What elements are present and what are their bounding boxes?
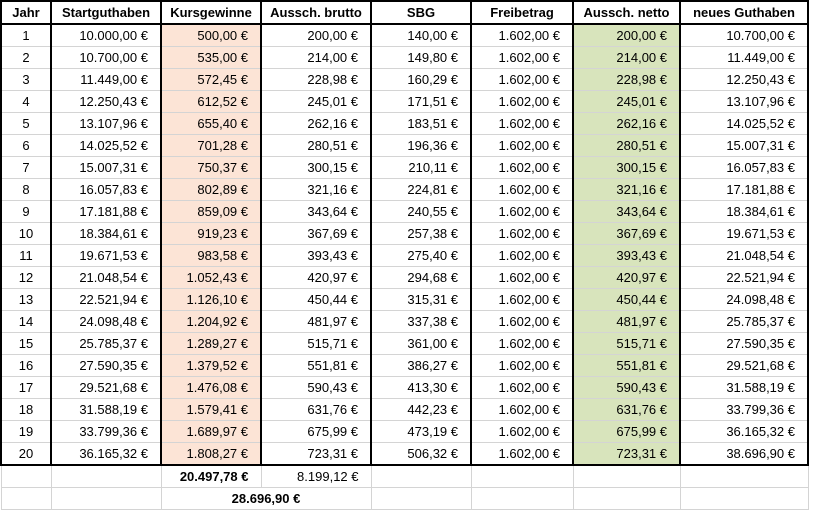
cell-aussch-brutto[interactable]: 300,15 € [261,157,371,179]
cell-startguthaben[interactable]: 11.449,00 € [51,69,161,91]
cell-startguthaben[interactable]: 10.700,00 € [51,47,161,69]
cell-sbg[interactable]: 506,32 € [371,443,471,466]
cell-aussch-brutto[interactable]: 551,81 € [261,355,371,377]
cell-startguthaben[interactable]: 33.799,36 € [51,421,161,443]
cell-jahr[interactable]: 17 [1,377,51,399]
cell-neues-guthaben[interactable]: 13.107,96 € [680,91,808,113]
cell-sbg[interactable]: 224,81 € [371,179,471,201]
cell-startguthaben[interactable]: 29.521,68 € [51,377,161,399]
cell-neues-guthaben[interactable]: 18.384,61 € [680,201,808,223]
cell-sbg[interactable]: 275,40 € [371,245,471,267]
table-row [1,91,808,113]
cell-kursgewinne[interactable]: 919,23 € [161,223,261,245]
cell-kursgewinne[interactable]: 500,00 € [161,24,261,47]
cell-kursgewinne[interactable]: 859,09 € [161,201,261,223]
cell-kursgewinne[interactable]: 1.579,41 € [161,399,261,421]
cell-aussch-netto[interactable]: 245,01 € [573,91,680,113]
cell-neues-guthaben[interactable]: 15.007,31 € [680,135,808,157]
table-row [1,179,808,201]
cell-jahr[interactable]: 2 [1,47,51,69]
cell-aussch-netto[interactable]: 515,71 € [573,333,680,355]
table-row [1,267,808,289]
cell-jahr[interactable]: 20 [1,443,51,466]
cell-sbg[interactable]: 210,11 € [371,157,471,179]
table-row [1,289,808,311]
cell-kursgewinne[interactable]: 612,52 € [161,91,261,113]
table-row [1,355,808,377]
cell-freibetrag[interactable]: 1.602,00 € [471,223,573,245]
cell-jahr[interactable]: 13 [1,289,51,311]
cell-aussch-brutto[interactable]: 228,98 € [261,69,371,91]
empty-cell[interactable] [471,488,573,510]
cell-freibetrag[interactable]: 1.602,00 € [471,47,573,69]
cell-aussch-brutto[interactable]: 450,44 € [261,289,371,311]
table-row [1,399,808,421]
empty-cell[interactable] [680,488,808,510]
cell-aussch-brutto[interactable]: 214,00 € [261,47,371,69]
cell-sbg[interactable]: 473,19 € [371,421,471,443]
cell-startguthaben[interactable]: 12.250,43 € [51,91,161,113]
cell-sbg[interactable]: 149,80 € [371,47,471,69]
cell-aussch-brutto[interactable]: 515,71 € [261,333,371,355]
cell-startguthaben[interactable]: 19.671,53 € [51,245,161,267]
header-row [1,1,808,24]
cell-kursgewinne[interactable]: 1.204,92 € [161,311,261,333]
cell-jahr[interactable]: 11 [1,245,51,267]
cell-aussch-netto[interactable]: 262,16 € [573,113,680,135]
cell-aussch-brutto[interactable]: 675,99 € [261,421,371,443]
table-row [1,47,808,69]
cell-jahr[interactable]: 3 [1,69,51,91]
cell-aussch-brutto[interactable]: 321,16 € [261,179,371,201]
cell-freibetrag[interactable]: 1.602,00 € [471,267,573,289]
cell-jahr[interactable]: 4 [1,91,51,113]
cell-kursgewinne[interactable]: 750,37 € [161,157,261,179]
cell-kursgewinne[interactable]: 1.379,52 € [161,355,261,377]
col-header-jahr[interactable]: Jahr [1,1,51,24]
empty-cell[interactable] [573,488,680,510]
cell-aussch-netto[interactable]: 450,44 € [573,289,680,311]
cell-kursgewinne[interactable]: 1.689,97 € [161,421,261,443]
empty-cell[interactable] [1,465,51,488]
cell-neues-guthaben[interactable]: 21.048,54 € [680,245,808,267]
cell-kursgewinne[interactable]: 802,89 € [161,179,261,201]
table-row [1,24,808,47]
cell-neues-guthaben[interactable]: 17.181,88 € [680,179,808,201]
cell-aussch-netto[interactable]: 300,15 € [573,157,680,179]
cell-aussch-netto[interactable]: 393,43 € [573,245,680,267]
cell-aussch-netto[interactable]: 420,97 € [573,267,680,289]
table-row [1,201,808,223]
cell-startguthaben[interactable]: 21.048,54 € [51,267,161,289]
cell-aussch-brutto[interactable]: 200,00 € [261,24,371,47]
cell-startguthaben[interactable]: 36.165,32 € [51,443,161,466]
cell-freibetrag[interactable]: 1.602,00 € [471,201,573,223]
cell-startguthaben[interactable]: 24.098,48 € [51,311,161,333]
cell-sbg[interactable]: 294,68 € [371,267,471,289]
cell-freibetrag[interactable]: 1.602,00 € [471,421,573,443]
cell-jahr[interactable]: 14 [1,311,51,333]
empty-cell[interactable] [51,488,161,510]
cell-freibetrag[interactable]: 1.602,00 € [471,399,573,421]
cell-aussch-netto[interactable]: 280,51 € [573,135,680,157]
cell-aussch-brutto[interactable]: 262,16 € [261,113,371,135]
cell-neues-guthaben[interactable]: 25.785,37 € [680,311,808,333]
cell-aussch-brutto[interactable]: 590,43 € [261,377,371,399]
cell-jahr[interactable]: 7 [1,157,51,179]
totals-row [1,465,808,488]
col-header-freibetrag[interactable]: Freibetrag [471,1,573,24]
cell-freibetrag[interactable]: 1.602,00 € [471,333,573,355]
table-row [1,377,808,399]
col-header-kursgewinne[interactable]: Kursgewinne [161,1,261,24]
cell-aussch-netto[interactable]: 551,81 € [573,355,680,377]
cell-neues-guthaben[interactable]: 19.671,53 € [680,223,808,245]
cell-sbg[interactable]: 160,29 € [371,69,471,91]
cell-startguthaben[interactable]: 18.384,61 € [51,223,161,245]
cell-neues-guthaben[interactable]: 33.799,36 € [680,399,808,421]
table-row [1,69,808,91]
cell-kursgewinne[interactable]: 572,45 € [161,69,261,91]
brutto-sum[interactable]: 8.199,12 € [261,465,371,488]
table-row [1,245,808,267]
col-header-startguthaben[interactable]: Startguthaben [51,1,161,24]
empty-cell[interactable] [51,465,161,488]
empty-cell[interactable] [471,465,573,488]
cell-aussch-netto[interactable]: 723,31 € [573,443,680,466]
cell-aussch-netto[interactable]: 675,99 € [573,421,680,443]
cell-aussch-brutto[interactable]: 420,97 € [261,267,371,289]
cell-neues-guthaben[interactable]: 16.057,83 € [680,157,808,179]
cell-startguthaben[interactable]: 16.057,83 € [51,179,161,201]
cell-freibetrag[interactable]: 1.602,00 € [471,24,573,47]
grand-total-row [1,488,808,510]
cell-jahr[interactable]: 15 [1,333,51,355]
cell-neues-guthaben[interactable]: 38.696,90 € [680,443,808,466]
empty-cell[interactable] [573,465,680,488]
cell-startguthaben[interactable]: 14.025,52 € [51,135,161,157]
cell-neues-guthaben[interactable]: 31.588,19 € [680,377,808,399]
cell-sbg[interactable]: 413,30 € [371,377,471,399]
cell-kursgewinne[interactable]: 1.808,27 € [161,443,261,466]
kursgewinne-sum[interactable]: 20.497,78 € [161,465,261,488]
cell-aussch-netto[interactable]: 228,98 € [573,69,680,91]
cell-kursgewinne[interactable]: 1.289,27 € [161,333,261,355]
cell-startguthaben[interactable]: 22.521,94 € [51,289,161,311]
cell-sbg[interactable]: 361,00 € [371,333,471,355]
empty-cell[interactable] [371,488,471,510]
cell-kursgewinne[interactable]: 655,40 € [161,113,261,135]
cell-sbg[interactable]: 386,27 € [371,355,471,377]
cell-aussch-brutto[interactable]: 343,64 € [261,201,371,223]
cell-neues-guthaben[interactable]: 27.590,35 € [680,333,808,355]
cell-freibetrag[interactable]: 1.602,00 € [471,135,573,157]
cell-aussch-netto[interactable]: 200,00 € [573,24,680,47]
cell-kursgewinne[interactable]: 701,28 € [161,135,261,157]
cell-neues-guthaben[interactable]: 22.521,94 € [680,267,808,289]
cell-freibetrag[interactable]: 1.602,00 € [471,179,573,201]
table-row [1,223,808,245]
cell-aussch-netto[interactable]: 631,76 € [573,399,680,421]
cell-freibetrag[interactable]: 1.602,00 € [471,113,573,135]
col-header-aussch-netto[interactable]: Aussch. netto [573,1,680,24]
cell-jahr[interactable]: 16 [1,355,51,377]
cell-neues-guthaben[interactable]: 10.700,00 € [680,24,808,47]
cell-sbg[interactable]: 315,31 € [371,289,471,311]
table-row [1,333,808,355]
table-row [1,135,808,157]
cell-kursgewinne[interactable]: 1.476,08 € [161,377,261,399]
cell-aussch-netto[interactable]: 214,00 € [573,47,680,69]
cell-jahr[interactable]: 1 [1,24,51,47]
cell-jahr[interactable]: 9 [1,201,51,223]
cell-aussch-brutto[interactable]: 367,69 € [261,223,371,245]
empty-cell[interactable] [680,465,808,488]
cell-aussch-netto[interactable]: 590,43 € [573,377,680,399]
cell-startguthaben[interactable]: 17.181,88 € [51,201,161,223]
cell-jahr[interactable]: 18 [1,399,51,421]
cell-freibetrag[interactable]: 1.602,00 € [471,289,573,311]
cell-neues-guthaben[interactable]: 24.098,48 € [680,289,808,311]
cell-freibetrag[interactable]: 1.602,00 € [471,91,573,113]
cell-sbg[interactable]: 140,00 € [371,24,471,47]
cell-aussch-netto[interactable]: 367,69 € [573,223,680,245]
cell-neues-guthaben[interactable]: 11.449,00 € [680,47,808,69]
cell-aussch-brutto[interactable]: 245,01 € [261,91,371,113]
cell-aussch-brutto[interactable]: 723,31 € [261,443,371,466]
cell-freibetrag[interactable]: 1.602,00 € [471,311,573,333]
cell-jahr[interactable]: 19 [1,421,51,443]
cell-freibetrag[interactable]: 1.602,00 € [471,69,573,91]
cell-neues-guthaben[interactable]: 29.521,68 € [680,355,808,377]
table-row [1,443,808,466]
cell-startguthaben[interactable]: 13.107,96 € [51,113,161,135]
cell-neues-guthaben[interactable]: 14.025,52 € [680,113,808,135]
cell-startguthaben[interactable]: 15.007,31 € [51,157,161,179]
cell-aussch-brutto[interactable]: 280,51 € [261,135,371,157]
cell-aussch-brutto[interactable]: 481,97 € [261,311,371,333]
table-row [1,421,808,443]
grand-total[interactable]: 28.696,90 € [161,488,371,510]
col-header-neues-guthaben[interactable]: neues Guthaben [680,1,808,24]
empty-cell[interactable] [371,465,471,488]
cell-jahr[interactable]: 5 [1,113,51,135]
cell-aussch-netto[interactable]: 321,16 € [573,179,680,201]
cell-startguthaben[interactable]: 27.590,35 € [51,355,161,377]
table-row [1,311,808,333]
cell-sbg[interactable]: 240,55 € [371,201,471,223]
cell-freibetrag[interactable]: 1.602,00 € [471,355,573,377]
cell-kursgewinne[interactable]: 1.126,10 € [161,289,261,311]
cell-startguthaben[interactable]: 10.000,00 € [51,24,161,47]
cell-neues-guthaben[interactable]: 12.250,43 € [680,69,808,91]
cell-aussch-netto[interactable]: 343,64 € [573,201,680,223]
cell-jahr[interactable]: 12 [1,267,51,289]
cell-freibetrag[interactable]: 1.602,00 € [471,377,573,399]
cell-aussch-brutto[interactable]: 393,43 € [261,245,371,267]
cell-sbg[interactable]: 196,36 € [371,135,471,157]
cell-startguthaben[interactable]: 31.588,19 € [51,399,161,421]
cell-jahr[interactable]: 8 [1,179,51,201]
cell-freibetrag[interactable]: 1.602,00 € [471,245,573,267]
col-header-aussch-brutto[interactable]: Aussch. brutto [261,1,371,24]
cell-sbg[interactable]: 171,51 € [371,91,471,113]
cell-kursgewinne[interactable]: 1.052,43 € [161,267,261,289]
cell-kursgewinne[interactable]: 983,58 € [161,245,261,267]
cell-neues-guthaben[interactable]: 36.165,32 € [680,421,808,443]
cell-freibetrag[interactable]: 1.602,00 € [471,443,573,466]
table-row [1,157,808,179]
cell-sbg[interactable]: 442,23 € [371,399,471,421]
table-body [1,24,808,465]
empty-cell[interactable] [1,488,51,510]
cell-startguthaben[interactable]: 25.785,37 € [51,333,161,355]
cell-aussch-brutto[interactable]: 631,76 € [261,399,371,421]
table-row [1,113,808,135]
cell-sbg[interactable]: 183,51 € [371,113,471,135]
cell-aussch-netto[interactable]: 481,97 € [573,311,680,333]
cell-jahr[interactable]: 10 [1,223,51,245]
cell-freibetrag[interactable]: 1.602,00 € [471,157,573,179]
col-header-sbg[interactable]: SBG [371,1,471,24]
cell-sbg[interactable]: 337,38 € [371,311,471,333]
cell-kursgewinne[interactable]: 535,00 € [161,47,261,69]
cell-jahr[interactable]: 6 [1,135,51,157]
cell-sbg[interactable]: 257,38 € [371,223,471,245]
